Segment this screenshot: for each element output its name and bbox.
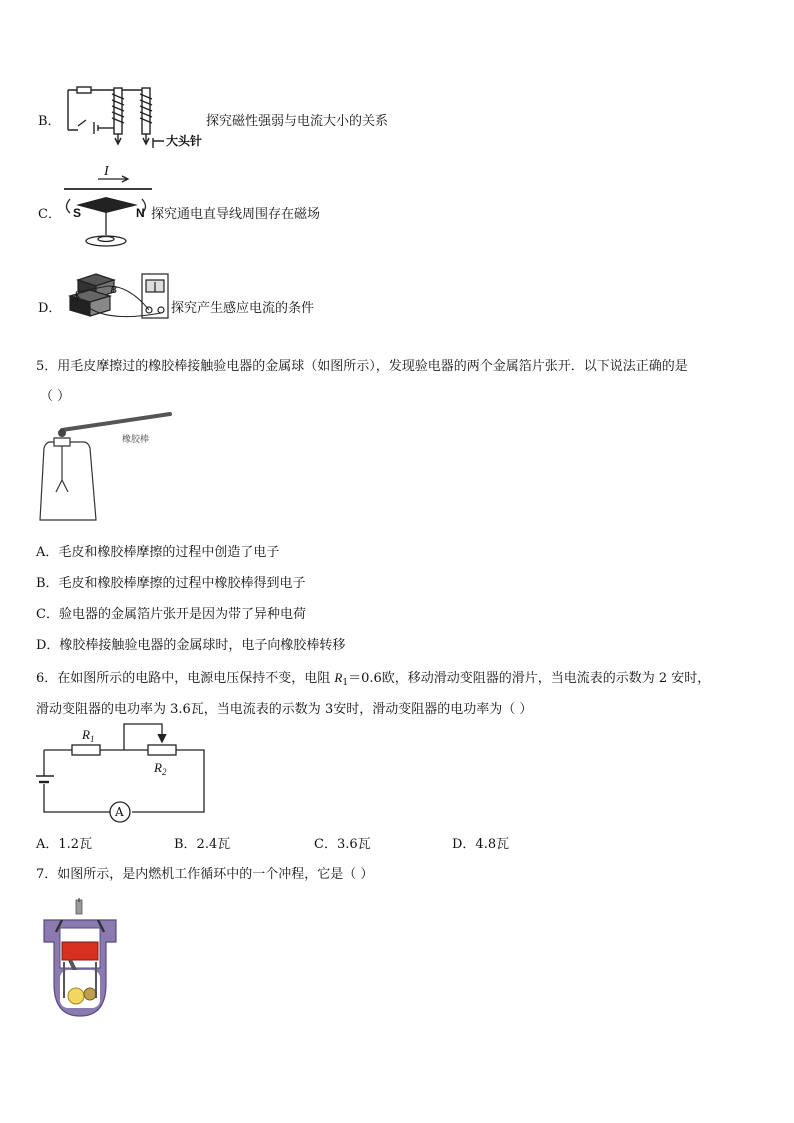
circuit-r1-subscript: 1 xyxy=(89,734,95,744)
option-b-label: B． xyxy=(38,114,61,129)
q5-stem-line1: 5．用毛皮摩擦过的橡胶棒接触验电器的金属球（如图所示），发现验电器的两个金属箔片张开．以下说法正确的是 xyxy=(36,359,688,374)
q5-option-c: C．验电器的金属箔片张开是因为带了异种电荷 xyxy=(36,607,306,622)
q5-stem-line2: （ ） xyxy=(40,389,71,404)
option-c-text: 探究通电直导线周围存在磁场 xyxy=(151,207,321,222)
circuit-r2-symbol: R xyxy=(154,760,162,775)
ammeter-label: A xyxy=(115,805,124,819)
pole-s: S xyxy=(73,206,82,220)
q6-stem-part-b: ＝0.6欧，移动滑动变阻器的滑片，当电流表的示数为 2 安时， xyxy=(348,671,711,686)
electroscope-figure xyxy=(38,412,178,524)
q6-option-d: D．4.8瓦 xyxy=(452,837,510,852)
q6-stem-line1 xyxy=(36,667,710,688)
pin-label: 大头针 xyxy=(166,134,203,148)
option-d-label: D． xyxy=(38,301,62,316)
q6-option-b: B．2.4瓦 xyxy=(174,837,231,852)
rubber-rod-label: 橡胶棒 xyxy=(122,435,150,445)
option-d-text: 探究产生感应电流的条件 xyxy=(171,301,315,316)
q5-option-b: B．毛皮和橡胶棒摩擦的过程中橡胶棒得到电子 xyxy=(36,576,306,591)
r1-subscript: 1 xyxy=(342,678,349,688)
circuit-r1-label xyxy=(82,727,94,744)
circuit-r2-label xyxy=(154,760,166,777)
q6-option-c: C．3.6瓦 xyxy=(314,837,371,852)
current-label: I xyxy=(104,164,109,179)
pole-n: N xyxy=(136,206,145,220)
q6-stem-line2: 滑动变阻器的电功率为 3.6瓦，当电流表的示数为 3安时，滑动变阻器的电功率为（ ） xyxy=(36,702,533,717)
point-b: B xyxy=(110,284,117,296)
q7-stem: 7．如图所示，是内燃机工作循环中的一个冲程，它是（ ） xyxy=(36,867,374,882)
circuit-r2-subscript: 2 xyxy=(161,767,167,777)
point-a: A xyxy=(72,292,79,304)
circuit-r1-symbol: R xyxy=(82,727,90,742)
q5-option-d: D．橡胶棒接触验电器的金属球时，电子向橡胶棒转移 xyxy=(36,638,346,653)
q6-option-a: A．1.2瓦 xyxy=(36,837,93,852)
q6-stem-part-a: 6．在如图所示的电路中，电源电压保持不变，电阻 xyxy=(36,671,335,686)
option-c-label: C． xyxy=(38,207,61,222)
engine-figure xyxy=(40,898,122,1022)
q5-option-a: A．毛皮和橡胶棒摩擦的过程中创造了电子 xyxy=(36,545,280,560)
r1-symbol: R xyxy=(334,670,343,685)
option-b-text: 探究磁性强弱与电流大小的关系 xyxy=(206,114,389,129)
